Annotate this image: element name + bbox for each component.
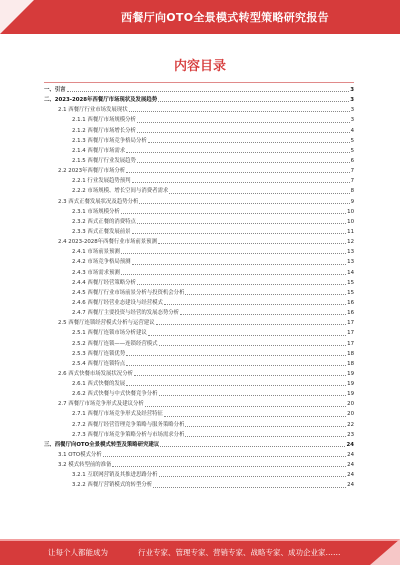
toc-entry-page: 5 (350, 147, 354, 154)
footer-corner-decoration (370, 539, 400, 565)
toc-dot-leader (126, 364, 346, 366)
toc-dot-leader (129, 110, 350, 112)
toc-entry-page: 24 (347, 482, 354, 489)
toc-entry-label: 2.4.1 市场前景预测 (72, 249, 120, 256)
toc-entry-label: 2.1 西餐厅行业市场发展现状 (58, 107, 128, 114)
toc-entry-label: 2.4.6 西餐厅经营业态建设与经营模式 (72, 299, 163, 306)
toc-dot-leader (132, 263, 347, 265)
toc-entry-page: 13 (347, 249, 354, 256)
toc-entry-label: 2.3.3 西式正餐发展前景 (72, 228, 131, 235)
toc-entry-page: 3 (350, 117, 354, 124)
toc-dot-leader (159, 344, 347, 346)
toc-entry[interactable] (44, 298, 354, 308)
toc-entry-page: 24 (347, 472, 354, 479)
toc-entry-page: 24 (346, 441, 354, 448)
toc-entry-label: 2.6 西式快餐市场发展状况分析 (58, 370, 133, 377)
toc-entry-page: 19 (347, 381, 354, 388)
toc-entry-page: 3 (350, 86, 354, 93)
toc-entry-page: 7 (350, 168, 354, 175)
toc-entry[interactable] (44, 420, 354, 430)
toc-entry-page: 11 (347, 228, 354, 235)
toc-entry[interactable] (44, 85, 354, 95)
toc-entry[interactable] (44, 217, 354, 227)
toc-entry-label: 2.6.1 西式快餐的发展 (72, 381, 126, 388)
toc-entry[interactable] (44, 440, 354, 450)
toc-entry[interactable] (44, 430, 354, 440)
toc-dot-leader (67, 90, 350, 92)
toc-entry-label: 3.2 模式转型前的准备 (58, 462, 112, 469)
toc-entry-label: 2.7.2 西餐厅经营管理竞争策略与服务策略分析 (72, 421, 185, 428)
toc-entry-page: 17 (347, 340, 354, 347)
toc-dot-leader (126, 384, 346, 386)
toc-entry-page: 20 (347, 411, 354, 418)
toc-dot-leader (158, 242, 346, 244)
toc-dot-leader (139, 202, 349, 204)
toc-dot-leader (132, 232, 347, 234)
toc-dot-leader (180, 313, 346, 315)
toc-entry[interactable] (44, 369, 354, 379)
toc-dot-leader (112, 465, 346, 467)
toc-dot-leader (160, 445, 345, 447)
toc-dot-leader (185, 435, 346, 437)
toc-entry-label: 2.7 西餐厅市场竞争形式及建议分析 (58, 401, 144, 408)
toc-entry[interactable] (44, 268, 354, 278)
toc-entry-page: 22 (347, 421, 354, 428)
toc-entry-page: 7 (350, 178, 354, 185)
toc-entry-label: 2.5.2 西餐厅连锁——连锁经营模式 (72, 340, 158, 347)
toc-dot-leader (145, 405, 346, 407)
toc-dot-leader (159, 394, 347, 396)
toc-entry-page: 14 (347, 269, 354, 276)
toc-dot-leader (103, 455, 347, 457)
toc-entry-label: 2.3.2 西式正餐的消费特点 (72, 218, 136, 225)
toc-entry-page: 3 (350, 107, 354, 114)
toc-entry-page: 24 (347, 452, 354, 459)
toc-entry[interactable] (44, 470, 354, 480)
toc-entry[interactable] (44, 156, 354, 166)
toc-entry[interactable] (44, 480, 354, 490)
toc-entry-label: 2.1.5 西餐厅行业发展趋势 (72, 157, 136, 164)
toc-dot-leader (137, 131, 350, 133)
toc-dot-leader (148, 334, 346, 336)
toc-entry-label: 2.3.1 市场规模分析 (72, 208, 120, 215)
toc-dot-leader (159, 475, 347, 477)
table-of-contents (44, 85, 354, 491)
toc-entry[interactable] (44, 186, 354, 196)
toc-entry-page: 3 (350, 97, 354, 104)
toc-entry[interactable] (44, 460, 354, 470)
toc-dot-leader (126, 171, 349, 173)
toc-dot-leader (121, 273, 346, 275)
toc-entry[interactable] (44, 146, 354, 156)
toc-entry-label: 3.1 OTO模式分析 (58, 452, 102, 459)
toc-dot-leader (132, 181, 350, 183)
toc-entry-page: 8 (350, 188, 354, 195)
toc-dot-leader (137, 283, 346, 285)
toc-entry[interactable] (44, 349, 354, 359)
toc-divider (44, 82, 354, 83)
toc-entry-label: 2.4 2023-2028年西餐行业市场前景预测 (58, 239, 157, 246)
toc-entry[interactable] (44, 450, 354, 460)
toc-entry[interactable] (44, 339, 354, 349)
toc-entry[interactable] (44, 105, 354, 115)
toc-entry[interactable] (44, 176, 354, 186)
toc-entry-label: 2.2.1 行业发展趋势预判 (72, 178, 131, 185)
toc-entry-label: 2.1.4 西餐厅市场需求 (72, 147, 126, 154)
toc-entry[interactable] (44, 318, 354, 328)
toc-entry-page: 16 (347, 310, 354, 317)
toc-entry-label: 2.1.1 西餐厅市场规模分析 (72, 117, 136, 124)
toc-entry-label: 2.2 2023年西餐厅市场分析 (58, 168, 126, 175)
toc-entry[interactable] (44, 227, 354, 237)
toc-entry-page: 16 (347, 299, 354, 306)
header-corner-decoration (0, 0, 34, 34)
footer-slogan-right: 行业专家、管理专家、营销专家、战略专家、成功企业家…… (138, 548, 341, 557)
toc-entry-label: 2.2.2 市场规模、增长空间与消费者需求 (72, 188, 169, 195)
toc-entry-label: 2.4.7 西餐厅主要投资与经营的发展态势分析 (72, 310, 180, 317)
toc-entry-page: 18 (347, 350, 354, 357)
toc-entry-page: 6 (350, 157, 354, 164)
toc-dot-leader (153, 486, 346, 488)
toc-entry-page: 9 (350, 198, 354, 205)
toc-dot-leader (121, 212, 346, 214)
toc-entry-label: 2.4.3 市场需求预测 (72, 269, 120, 276)
toc-dot-leader (148, 141, 350, 143)
toc-entry[interactable] (44, 95, 354, 105)
toc-entry-page: 18 (347, 360, 354, 367)
toc-entry-page: 5 (350, 137, 354, 144)
toc-dot-leader (185, 293, 346, 295)
toc-dot-leader (126, 151, 349, 153)
toc-dot-leader (121, 252, 346, 254)
toc-entry-label: 2.5.3 西餐厅连锁优势 (72, 350, 126, 357)
toc-dot-leader (169, 192, 349, 194)
toc-entry[interactable] (44, 197, 354, 207)
toc-entry-label: 2.1.3 西餐厅市场竞争格局分析 (72, 137, 147, 144)
toc-entry-page: 10 (347, 218, 354, 225)
toc-dot-leader (134, 374, 346, 376)
toc-entry-label: 2.3 西式正餐发展状况及趋势分析 (58, 198, 139, 205)
footer-slogan-left: 让每个人都能成为 (48, 548, 108, 557)
toc-entry[interactable] (44, 115, 354, 125)
toc-entry-label: 2.6.2 西式快餐与中式快餐竞争分析 (72, 391, 158, 398)
toc-entry-label: 2.5.4 西餐厅连锁特点 (72, 360, 126, 367)
toc-dot-leader (137, 222, 346, 224)
toc-dot-leader (164, 415, 346, 417)
toc-entry-label: 三、西餐厅向OTO全景模式转型及策略研究建议 (44, 441, 160, 448)
toc-entry[interactable] (44, 410, 354, 420)
toc-entry[interactable] (44, 359, 354, 369)
toc-entry-label: 2.7.1 西餐厅市场竞争形式及经营特征 (72, 411, 163, 418)
page-footer (0, 539, 400, 565)
toc-entry-page: 20 (347, 401, 354, 408)
toc-entry-label: 3.2.2 西餐厅营销模式的转型分析 (72, 482, 153, 489)
toc-dot-leader (185, 425, 346, 427)
toc-entry[interactable] (44, 166, 354, 176)
toc-title: 内容目录 (173, 59, 226, 74)
toc-entry-label: 2.5.1 西餐厅连锁市场分析建议 (72, 330, 147, 337)
toc-dot-leader (164, 303, 346, 305)
footer-accent-bar (0, 539, 400, 541)
toc-entry-page: 12 (347, 239, 354, 246)
toc-entry-page: 15 (347, 289, 354, 296)
toc-entry-page: 13 (347, 259, 354, 266)
toc-dot-leader (137, 121, 350, 123)
toc-entry-page: 15 (347, 279, 354, 286)
toc-entry-label: 3.2.1 互联网营销及其推进思路分析 (72, 472, 158, 479)
toc-entry[interactable] (44, 207, 354, 217)
toc-entry[interactable] (44, 247, 354, 257)
toc-entry-page: 10 (347, 208, 354, 215)
toc-entry-label: 2.1.2 西餐厅市场增长分析 (72, 127, 136, 134)
toc-entry-page: 17 (347, 330, 354, 337)
page-header (0, 0, 400, 34)
toc-entry-label: 2.7.3 西餐厅市场竞争策略分析与市场需求分析 (72, 431, 185, 438)
toc-dot-leader (137, 161, 350, 163)
toc-entry-label: 一、引言 (44, 86, 66, 93)
toc-entry-page: 24 (347, 462, 354, 469)
toc-entry-label: 2.4.4 西餐厅经营策略分析 (72, 279, 136, 286)
toc-entry[interactable] (44, 308, 354, 318)
toc-entry-label: 二、2023-2028年西餐厅市场现状及发展趋势 (44, 97, 158, 104)
toc-entry[interactable] (44, 399, 354, 409)
toc-entry[interactable] (44, 126, 354, 136)
toc-entry-page: 17 (347, 320, 354, 327)
toc-dot-leader (156, 323, 347, 325)
toc-entry[interactable] (44, 136, 354, 146)
toc-entry-label: 2.4.2 市场竞争格局预测 (72, 259, 131, 266)
toc-entry[interactable] (44, 278, 354, 288)
toc-entry-page: 23 (347, 431, 354, 438)
toc-entry-label: 2.4.5 西餐厅行业市场前景分析与投资机会分析 (72, 289, 185, 296)
toc-entry-label: 2.5 西餐厅连锁经营模式分析与运营建议 (58, 320, 155, 327)
toc-entry-page: 4 (350, 127, 354, 134)
toc-entry[interactable] (44, 288, 354, 298)
toc-dot-leader (126, 354, 346, 356)
toc-entry[interactable] (44, 237, 354, 247)
toc-entry[interactable] (44, 379, 354, 389)
toc-entry[interactable] (44, 328, 354, 338)
toc-entry[interactable] (44, 257, 354, 267)
toc-entry-page: 19 (347, 391, 354, 398)
report-title: 西餐厅向OTO全景模式转型策略研究报告 (121, 11, 329, 24)
toc-entry[interactable] (44, 389, 354, 399)
toc-entry-page: 19 (347, 370, 354, 377)
toc-dot-leader (158, 100, 349, 102)
